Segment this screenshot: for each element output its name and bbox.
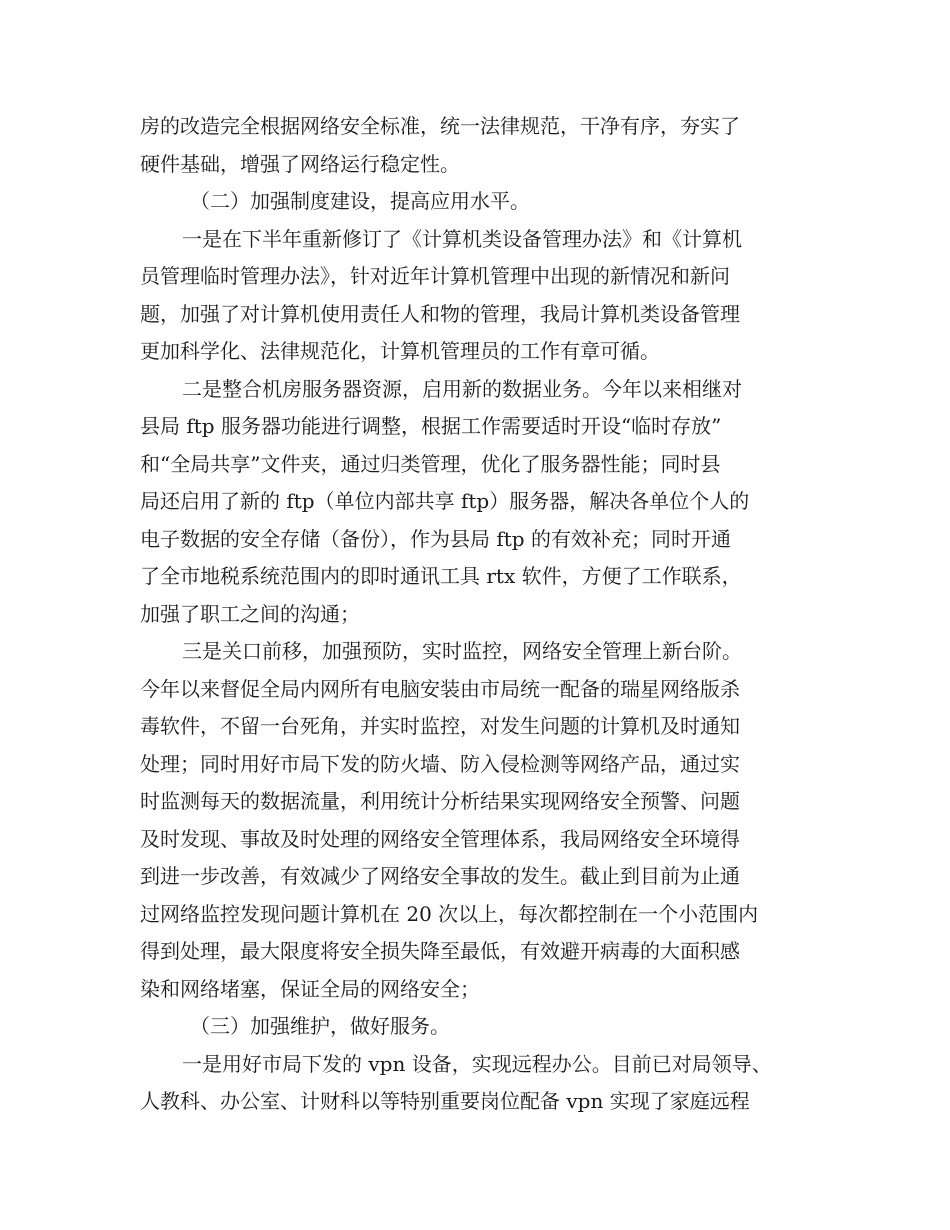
- text-line: 硬件基础，增强了网络运行稳定性。: [140, 151, 460, 176]
- text-line: 员管理临时管理办法》，针对近年计算机管理中出现的新情况和新问: [140, 264, 730, 288]
- text-line: 过网络监控发现问题计算机在 20 次以上，每次都控制在一个小范围内: [140, 901, 759, 926]
- text-line: 电子数据的安全存储（备份），作为县局 ftp 的有效补充；同时开通: [140, 526, 731, 551]
- text-line: 今年以来督促全局内网所有电脑安装由市局统一配备的瑞星网络版杀: [140, 676, 740, 701]
- section-heading: （二）加强制度建设，提高应用水平。: [190, 189, 530, 213]
- text-line: 更加科学化、法律规范化，计算机管理员的工作有章可循。: [140, 339, 660, 363]
- paragraph-first-line: 一是用好市局下发的 vpn 设备，实现远程办公。目前已对局领导、: [182, 1051, 772, 1076]
- text-line: 房的改造完全根据网络安全标准，统一法律规范，干净有序，夯实了: [140, 114, 740, 138]
- text-line: 题，加强了对计算机使用责任人和物的管理，我局计算机类设备管理: [140, 301, 740, 326]
- text-line: 加强了职工之间的沟通；: [140, 601, 360, 626]
- text-line: 局还启用了新的 ftp（单位内部共享 ftp）服务器，解决各单位个人的: [140, 489, 750, 513]
- paragraph-first-line: 一是在下半年重新修订了《计算机类设备管理办法》和《计算机: [182, 226, 742, 251]
- document-body: [140, 108, 800, 1121]
- text-line: 染和网络堵塞，保证全局的网络安全；: [140, 976, 480, 1001]
- text-line: 人教科、办公室、计财科以等特别重要岗位配备 vpn 实现了家庭远程: [140, 1089, 750, 1113]
- text-line: 及时发现、事故及时处理的网络安全管理体系，我局网络安全环境得: [140, 826, 740, 851]
- text-line: 了全市地税系统范围内的即时通讯工具 rtx 软件，方便了工作联系，: [140, 564, 742, 588]
- text-line: 县局 ftp 服务器功能进行调整，根据工作需要适时开设“临时存放”: [140, 414, 722, 438]
- text-line: 毒软件，不留一台死角，并实时监控，对发生问题的计算机及时通知: [140, 714, 740, 738]
- text-line: 得到处理，最大限度将安全损失降至最低，有效避开病毒的大面积感: [140, 939, 740, 963]
- section-heading: （三）加强维护，做好服务。: [190, 1014, 450, 1038]
- text-line: 到进一步改善，有效减少了网络安全事故的发生。截止到目前为止通: [140, 864, 740, 888]
- text-line: 处理；同时用好市局下发的防火墙、防入侵检测等网络产品，通过实: [140, 751, 740, 776]
- paragraph-first-line: 三是关口前移，加强预防，实时监控，网络安全管理上新台阶。: [182, 639, 742, 663]
- paragraph-first-line: 二是整合机房服务器资源，启用新的数据业务。今年以来相继对: [182, 376, 742, 401]
- text-line: 时监测每天的数据流量，利用统计分析结果实现网络安全预警、问题: [140, 789, 740, 813]
- text-line: 和“全局共享”文件夹，通过归类管理，优化了服务器性能；同时县: [140, 451, 721, 476]
